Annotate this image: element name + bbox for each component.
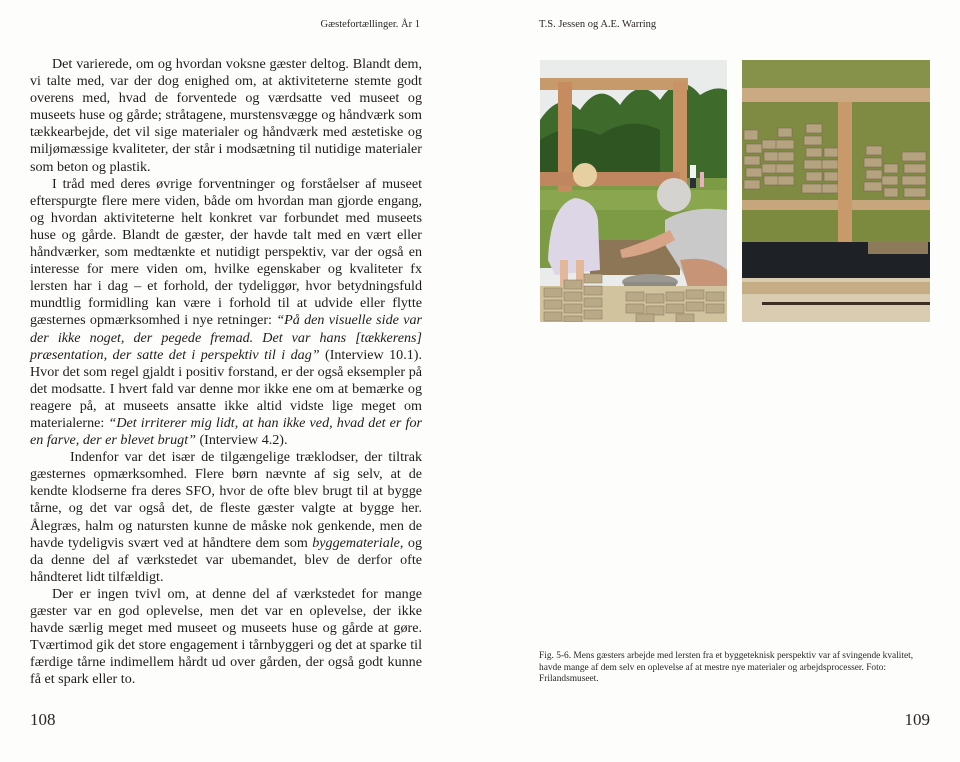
- running-head-left: Gæstefortællinger. År 1: [320, 19, 420, 30]
- figure-caption: Fig. 5-6. Mens gæsters arbejde med lersten fra et byggeteknisk perspektiv var af svingende kvalitet, havde mange af dem selv en oplevelse af at mestre nye materialer og arbejdsprocesser. Foto: Frilandsmuseet.: [539, 651, 914, 685]
- paragraph-text: Det varierede, om og hvordan voksne gæster deltog. Blandt dem, vi talte med, var der dog enighed om, at aktiviteterne stemte godt overens med, hvad de forventede og værdsatte ved museet og museets huse og gårde; stråtagene, murstensvægge og håndværk som tækkearbejde, det vil sige materialer og håndværk med æstetiske og miljømæssige kvaliteter, der står i modsætning til nutidige materialer som beton og plastik.: [30, 56, 422, 175]
- right-page: [480, 0, 960, 762]
- body-text: [30, 56, 422, 688]
- quote-interview-4-2: “Det irriterer mig lidt, at han ikke ved, hvad det er for en farve, der er blevet brugt”: [30, 414, 422, 449]
- paragraph-text: Indenfor var det især de tilgængelige træklodser, der tiltrak gæsternes opmærksomhed. Flere børn nævnte af sig selv, at de kendte klodserne fra deres SFO, hvor de ofte blev brugt til at bygge tårne, og det var også det, de fleste gæster valgte at bygge her. Ålegræs, halm og natursten kunne de måske nok genkende, men de havde tydeligvis svært ved at håndtere dem som: [30, 449, 422, 551]
- photo-clay-brick-wall: [742, 60, 930, 322]
- page-number-right: 109: [904, 710, 930, 729]
- paragraph-3: [30, 449, 422, 586]
- paragraph-4: [30, 586, 422, 689]
- paragraph-text: I tråd med deres øvrige forventninger og forståelser af museet efterspurgte flere mere viden, både om hvordan man gjorde engang, og hvordan aktiviteterne helt konkret var forbundet med museets huse og gårde. Blandt de gæster, der havde talt med en vært eller håndværker, som medtænkte et nutidigt perspektiv, var der også en interesse for mere viden om, hvilke egenskaber og kvaliteter fx lersten har i dag – et forhold, der tydeliggør, hvor betydningsfuld mundtlig formidling kan være i forhold til at udvide eller flytte gæsternes opmærksomhed i nye retninger:: [30, 175, 422, 329]
- paragraph-text: (Interview 10.1). Hvor det som regel gjaldt i positiv forstand, er der også eksempler på det modsatte. I hvert fald var denne mor ikke ene om at bemærke og reagere på, at museets ansatte ikke altid vidste lige meget om materialerne:: [30, 346, 422, 431]
- photo-illustration: [540, 60, 727, 322]
- photo-illustration: [742, 60, 930, 322]
- page-number-left: 108: [30, 710, 56, 729]
- paragraph-text: Der er ingen tvivl om, at denne del af værkstedet for mange gæster var en god oplevelse, men det var en oplevelse, der ikke havde særlig meget med museet og museets huse og gårde at gøre. Tværtimod gik det store engagement i tårnbyggeri og det at sparke til færdige tårne indimellem hårdt ud over gården, der også godt kunne få et spark eller to.: [30, 585, 422, 688]
- photo-child-and-woman-bricks: [540, 60, 727, 322]
- emphasis-term: byggemateriale: [312, 534, 400, 551]
- running-head-right: T.S. Jessen og A.E. Warring: [539, 19, 657, 30]
- paragraph-text: (Interview 4.2).: [195, 432, 288, 449]
- paragraph-1: [30, 56, 422, 176]
- paragraph-text: , og da denne del af værkstedet var ubemandet, blev de derfor ofte håndteret lidt tilfældigt.: [30, 534, 422, 585]
- paragraph-2: [30, 176, 422, 450]
- quote-interview-10-1: “På den visuelle side var der ikke noget, der pegede fremad. Det var hans [tækkerens] præsentation, der satte det i perspektiv til i dag”: [30, 312, 422, 363]
